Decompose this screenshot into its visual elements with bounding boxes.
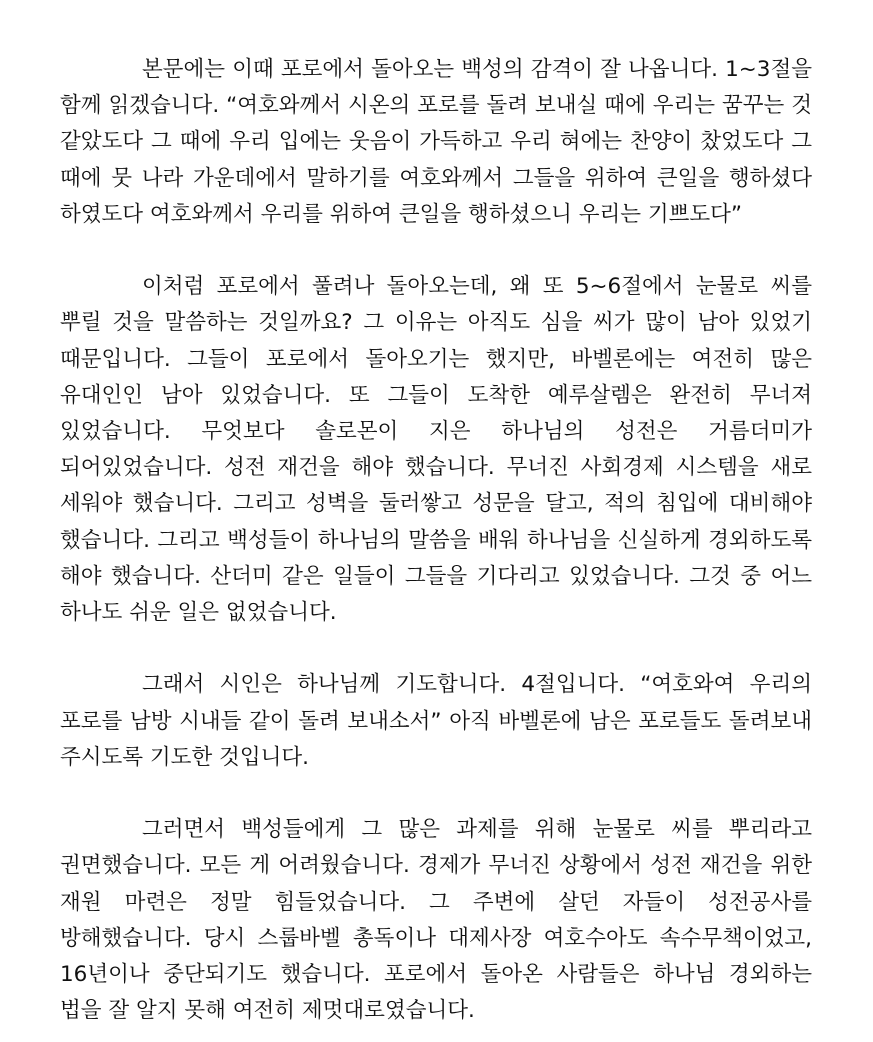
paragraph-4: 그러면서 백성들에게 그 많은 과제를 위해 눈물로 씨를 뿌리라고 권면했습니다. 모든 게 어려웠습니다. 경제가 무너진 상황에서 성전 재건을 위한 재원 마련은 정말 힘들었습니다. 그 주변에 살던 자들이 성전공사를 방해했습니다. 당시 스룹바벨 총독이나 대제사장 여호수아도 속수무책이었고, 16년이나 중단되기도 했습니다. 포로에서 돌아온 사람들은 하나님 경외하는 법을 잘 알지 못해 여전히 제멋대로였습니다. [60,817,812,1024]
paragraph-2: 이처럼 포로에서 풀려나 돌아오는데, 왜 또 5~6절에서 눈물로 씨를 뿌릴 것을 말씀하는 것일까요? 그 이유는 아직도 심을 씨가 많이 남아 있었기 때문입니다. 그들이 포로에서 돌아오기는 했지만, 바벨론에는 여전히 많은 유대인인 남아 있었습니다. 또 그들이 도착한 예루살렘은 완전히 무너져 있었습니다. 무엇보다 솔로몬이 지은 하나님의 성전은 거름더미가 되어있었습니다. 성전 재건을 해야 했습니다. 무너진 사회경제 시스템을 새로 세워야 했습니다. 그리고 성벽을 둘러쌓고 성문을 달고, 적의 침입에 대비해야 했습니다. 그리고 백성들이 하나님의 말씀을 배워 하나님을 신실하게 경외하도록 해야 했습니다. 산더미 같은 일들이 그들을 기다리고 있었습니다. 그것 중 어느 하나도 쉬운 일은 없었습니다. [60,274,812,626]
document-body [60,52,812,1029]
paragraph-1: 본문에는 이때 포로에서 돌아오는 백성의 감격이 잘 나옵니다. 1~3절을 함께 읽겠습니다. “여호와께서 시온의 포로를 돌려 보내실 때에 우리는 꿈꾸는 것 같았도다 그 때에 우리 입에는 웃음이 가득하고 우리 혀에는 찬양이 찼었도다 그 때에 뭇 나라 가운데에서 말하기를 여호와께서 그들을 위하여 큰일을 행하셨다 하였도다 여호와께서 우리를 위하여 큰일을 행하셨으니 우리는 기쁘도다” [60,57,812,227]
paragraph-3: 그래서 시인은 하나님께 기도합니다. 4절입니다. “여호와여 우리의 포로를 남방 시내들 같이 돌려 보내소서” 아직 바벨론에 남은 포로들도 돌려보내 주시도록 기도한 것입니다. [60,672,812,770]
